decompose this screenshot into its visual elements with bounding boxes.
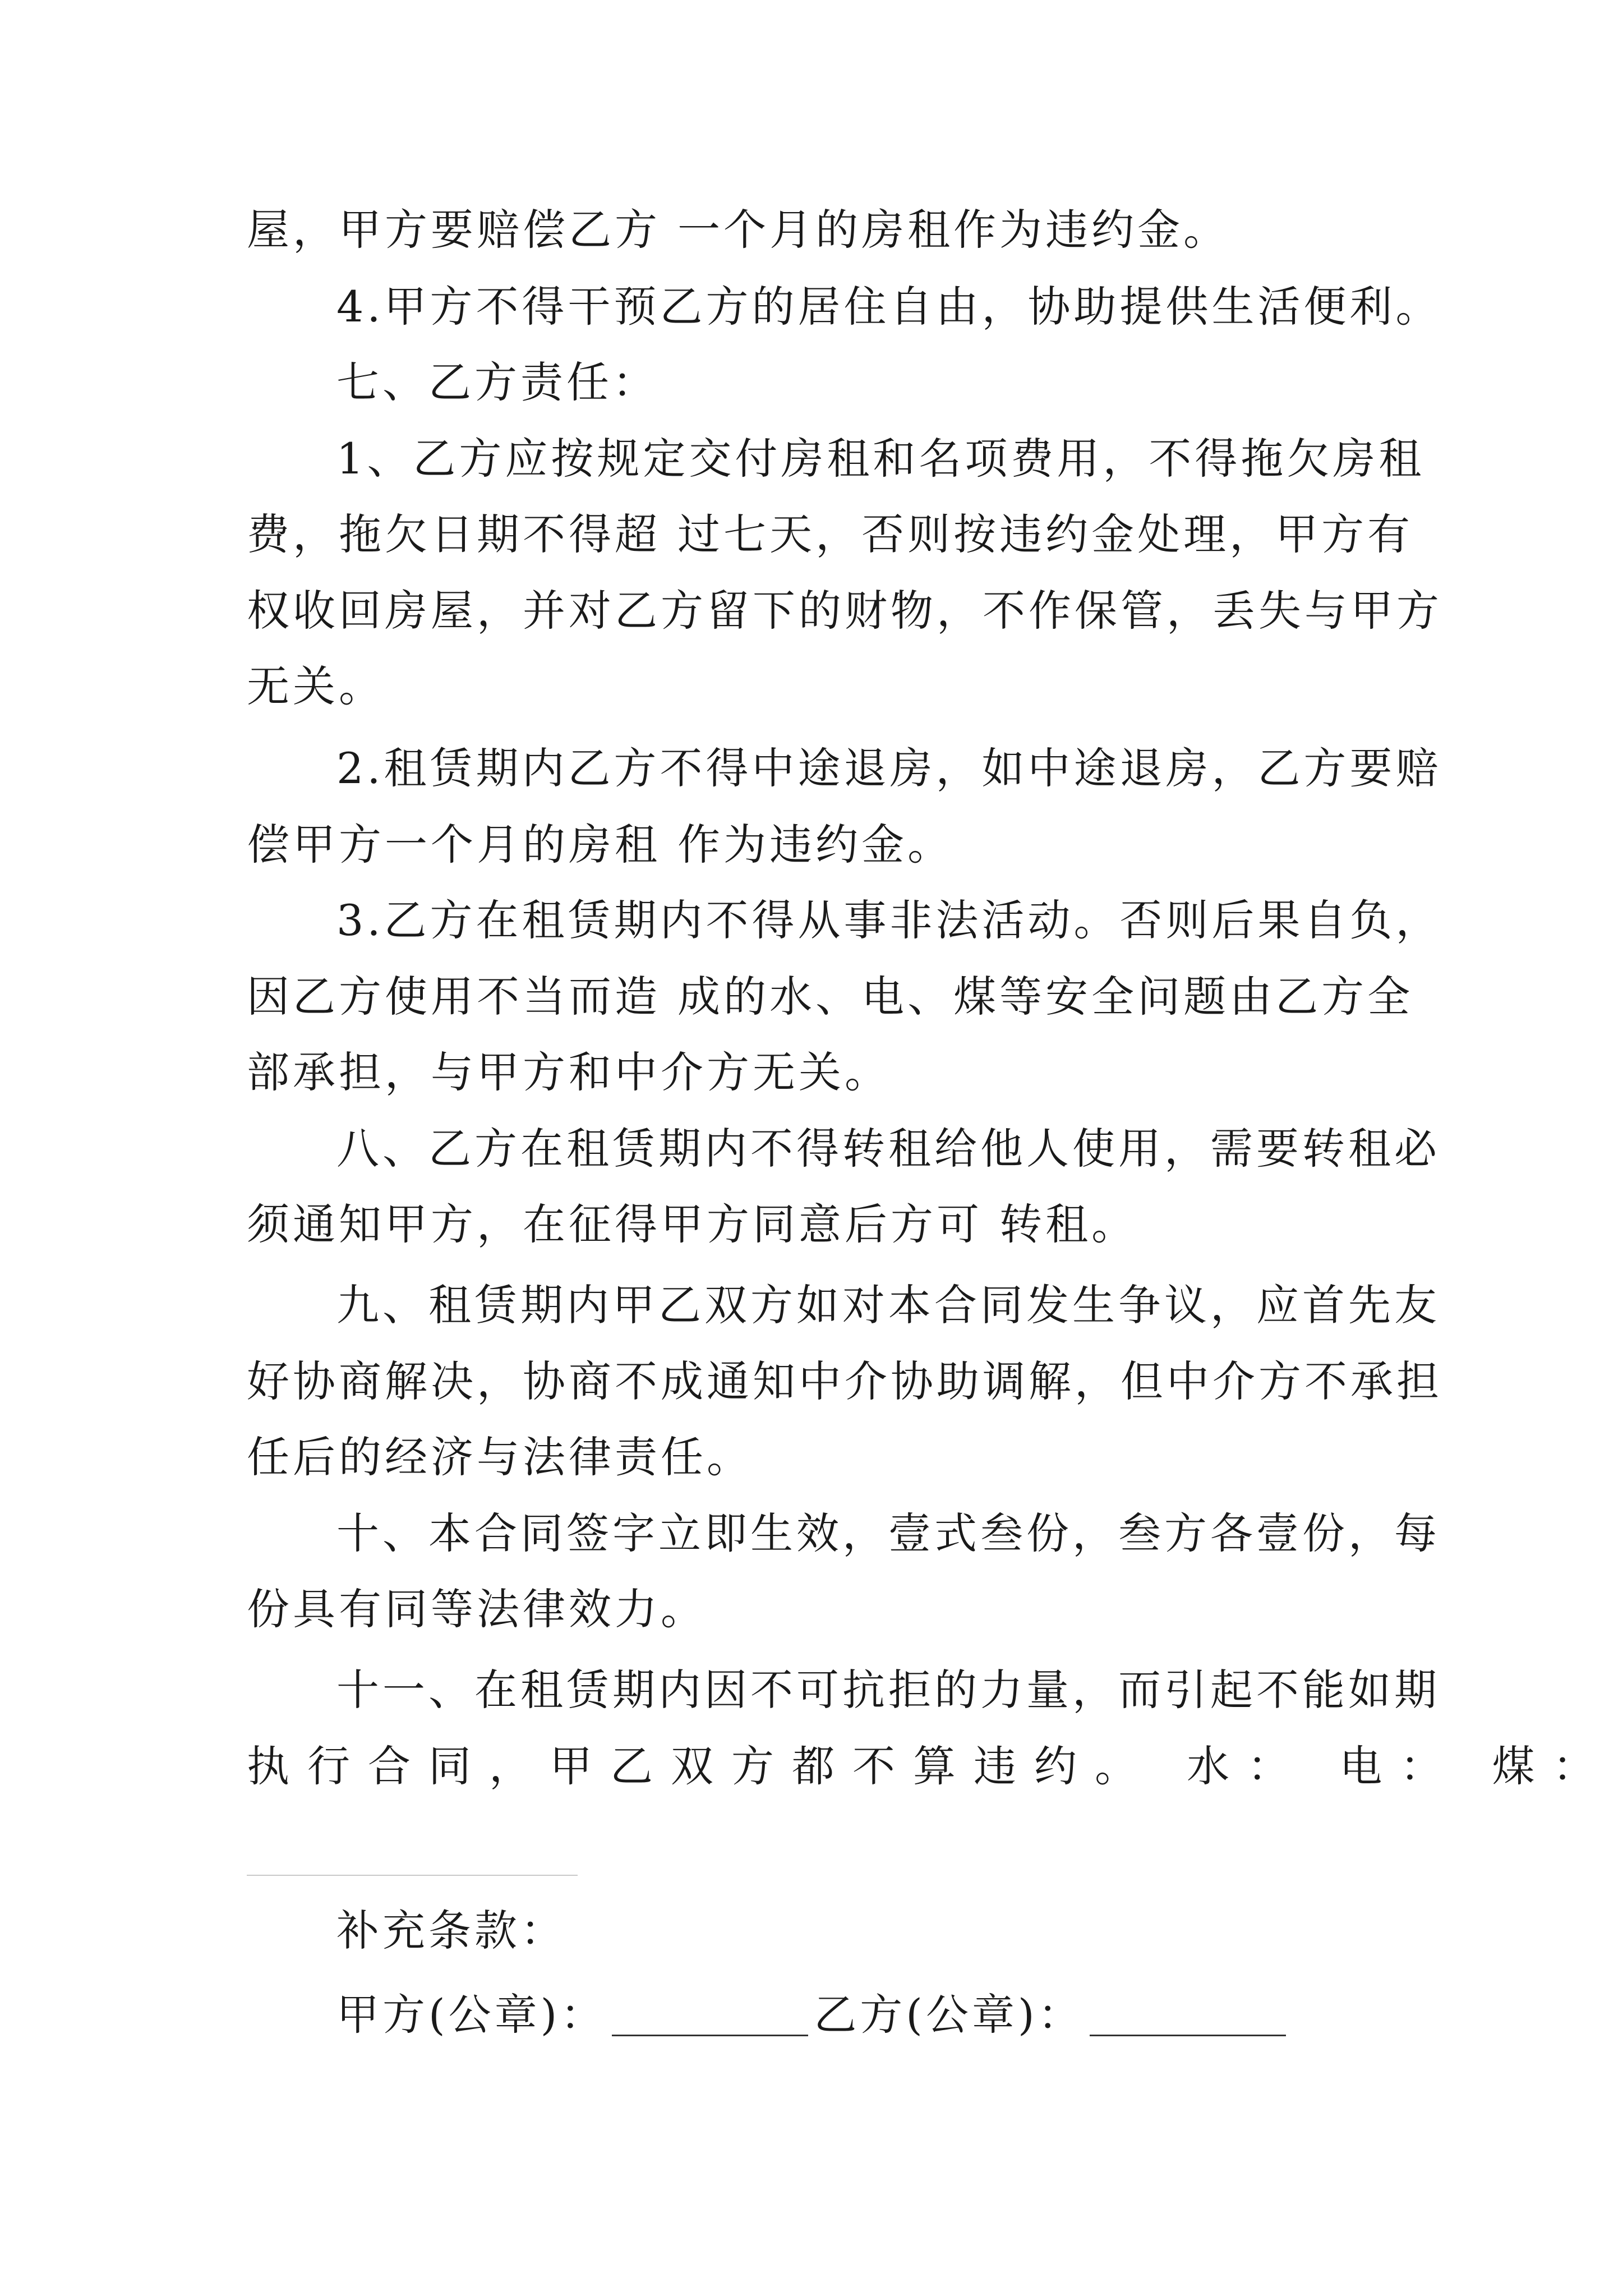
text-line: 偿甲方一个月的房租 作为违约金。 [247, 820, 954, 869]
text-line: 4.甲方不得干预乙方的居住自由，协助提供生活便利。 [336, 282, 1442, 332]
text-line: 费，拖欠日期不得超 过七天，否则按违约金处理，甲方有 [247, 509, 1414, 559]
text-line: 七、乙方责任： [336, 357, 658, 407]
text-line: 1、乙方应按规定交付房租和名项费用，不得拖欠房租 [336, 434, 1425, 484]
text-line: 八、乙方在租赁期内不得转租给他人使用，需要转租必 [336, 1124, 1440, 1174]
party-a-label: 甲方(公章)： [336, 1990, 607, 2040]
separator-rule [247, 1875, 578, 1876]
signature-row [336, 1981, 1292, 2043]
party-a-blank[interactable] [612, 1990, 808, 2036]
party-b-blank[interactable] [1090, 1990, 1286, 2036]
text-line: 好协商解决，协商不成通知中介协助调解，但中介方不承担 [247, 1356, 1442, 1406]
text-line: 九、租赁期内甲乙双方如对本合同发生争议，应首先友 [336, 1280, 1440, 1330]
supplement-label: 补充条款： [336, 1906, 566, 1955]
text-line: 份具有同等法律效力。 [247, 1584, 707, 1634]
text-line: 十、本合同签字立即生效，壹式叁份，叁方各壹份，每 [336, 1508, 1440, 1558]
text-line: 因乙方使用不当而造 成的水、电、煤等安全问题由乙方全 [247, 972, 1414, 1022]
text-line: 无关。 [247, 661, 385, 711]
text-line: 须通知甲方，在征得甲方同意后方可 转租。 [247, 1199, 1138, 1249]
text-line: 十一、在租赁期内因不可抗拒的力量，而引起不能如期 [336, 1665, 1440, 1715]
text-line: 屋，甲方要赔偿乙方 一个月的房租作为违约金。 [247, 205, 1230, 255]
party-b-label: 乙方(公章)： [814, 1990, 1084, 2040]
text-line: 权收回房屋，并对乙方留下的财物，不作保管，丢失与甲方 [247, 586, 1442, 636]
text-line: 任后的经济与法律责任。 [247, 1432, 753, 1482]
text-line: 3.乙方在租赁期内不得从事非法活动。否则后果自负， [336, 895, 1442, 945]
text-line: 部承担，与甲方和中介方无关。 [247, 1047, 891, 1097]
text-line: 执行合同，甲乙双方都不算违约。 水： 电： 煤： [247, 1741, 1613, 1791]
text-line: 2.租赁期内乙方不得中途退房，如中途退房，乙方要赔 [336, 743, 1442, 793]
